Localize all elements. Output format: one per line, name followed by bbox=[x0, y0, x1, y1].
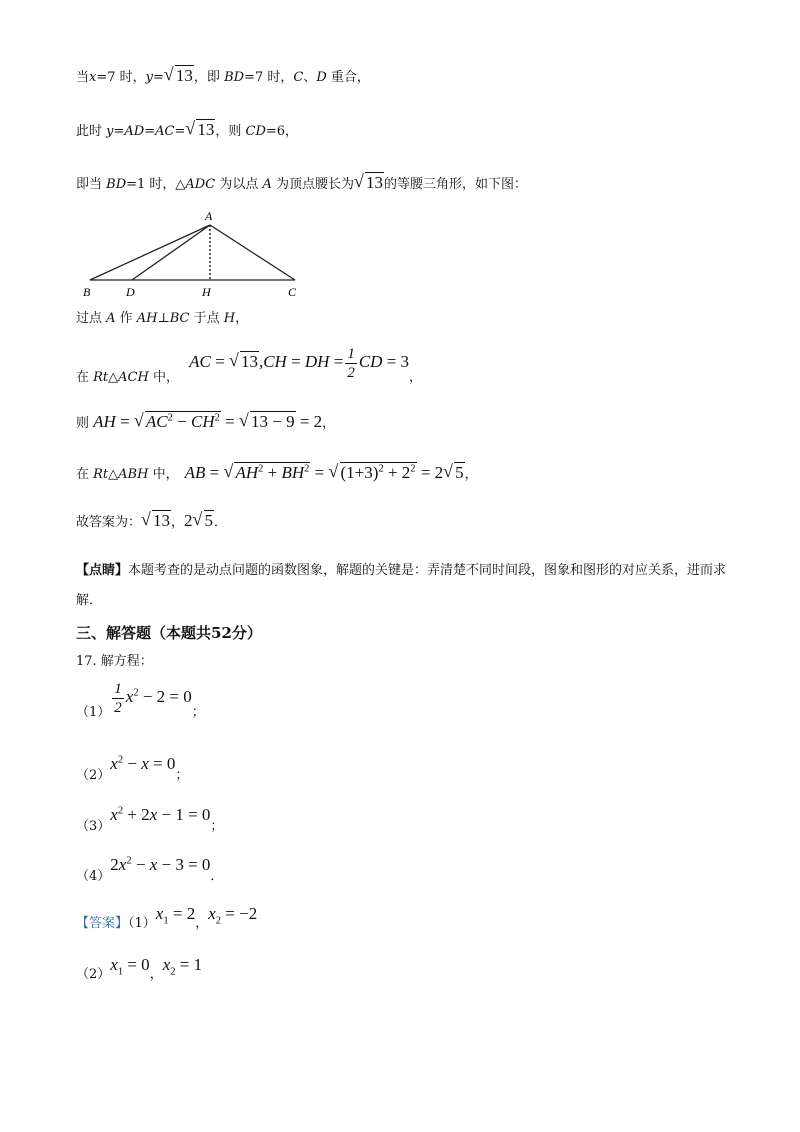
solution-line-4: 过点 A 作 AH⊥BC 于点 H， bbox=[76, 311, 249, 326]
label-h: H bbox=[202, 285, 211, 299]
answer-2: $(2)x_1 = 0$，$x_2 = 1$ bbox=[76, 955, 203, 982]
solution-line-6: 则 AH = √ $AC^2 - CH^2$ = √ 13 − 9 = 2， bbox=[76, 412, 335, 432]
dianjing-tag: 【点睛】 bbox=[76, 563, 129, 578]
segment-ac bbox=[210, 225, 295, 280]
dianjing-paragraph bbox=[76, 556, 736, 616]
segment-ad bbox=[132, 225, 210, 280]
solution-line-8: 故答案为：√ 13，2√ 5． bbox=[76, 511, 227, 531]
ans1-label: （1） bbox=[128, 916, 156, 931]
segment-ab bbox=[90, 225, 210, 280]
equation-3: $(3)x^2 + 2x - 1 = 0$； bbox=[76, 805, 224, 834]
label-b: B bbox=[83, 285, 91, 299]
label-c: C bbox=[288, 285, 297, 299]
triangle-figure bbox=[80, 208, 310, 300]
eq2-label: （2） bbox=[76, 768, 111, 783]
solution-line-5: 在 Rt△ACH 中， AC = √ 13,CH = DH = $\frac{1}{2}$ CD = 3， bbox=[76, 345, 422, 382]
eq3-label: （3） bbox=[76, 819, 111, 834]
solution-line-7: 在 Rt△ABH 中， AB = √ $AH^2 + BH^2$ = √ $(1+3)^2 + 2^2 = 2√$ 5， bbox=[76, 463, 478, 483]
answer-tag: 【答案】 bbox=[76, 916, 129, 931]
equation-4: $(4)2x^2 - x - 3 = 0$． bbox=[76, 855, 224, 884]
equation-1: （1） $\frac{1}{2}$ $x^2 - 2 = 0$； bbox=[76, 681, 205, 721]
eq1-label: （1） bbox=[76, 705, 111, 721]
label-d: D bbox=[126, 285, 135, 299]
dianjing-text: 本题考查的是动点问题的函数图象，解题的关键是：弄清楚不同时间段，图象和图形的对应关系，进而求解． bbox=[76, 563, 727, 608]
ans2-label: （2） bbox=[76, 967, 111, 982]
solution-line-3: 即当 BD=1 时，△ADC 为以点 A 为顶点腰长为√ 13的等腰三角形，如下图： bbox=[76, 173, 527, 193]
solution-line-1: 当x=7 时，y=√ 13，即 BD=7 时，C、D 重合， bbox=[76, 66, 370, 86]
answer-1: 【答案】$(1)x_1 = 2$，$x_2 = -2$ bbox=[76, 904, 258, 931]
question-17: 17. 解方程： bbox=[76, 654, 153, 669]
eq4-label: （4） bbox=[76, 869, 111, 884]
section-title: 三、解答题（本题共52分） bbox=[76, 624, 262, 642]
solution-line-2: 此时 y=AD=AC=√ 13，则 CD=6， bbox=[76, 120, 298, 140]
label-a: A bbox=[205, 209, 213, 223]
equation-2: $(2)x^2 - x = 0$； bbox=[76, 754, 189, 783]
